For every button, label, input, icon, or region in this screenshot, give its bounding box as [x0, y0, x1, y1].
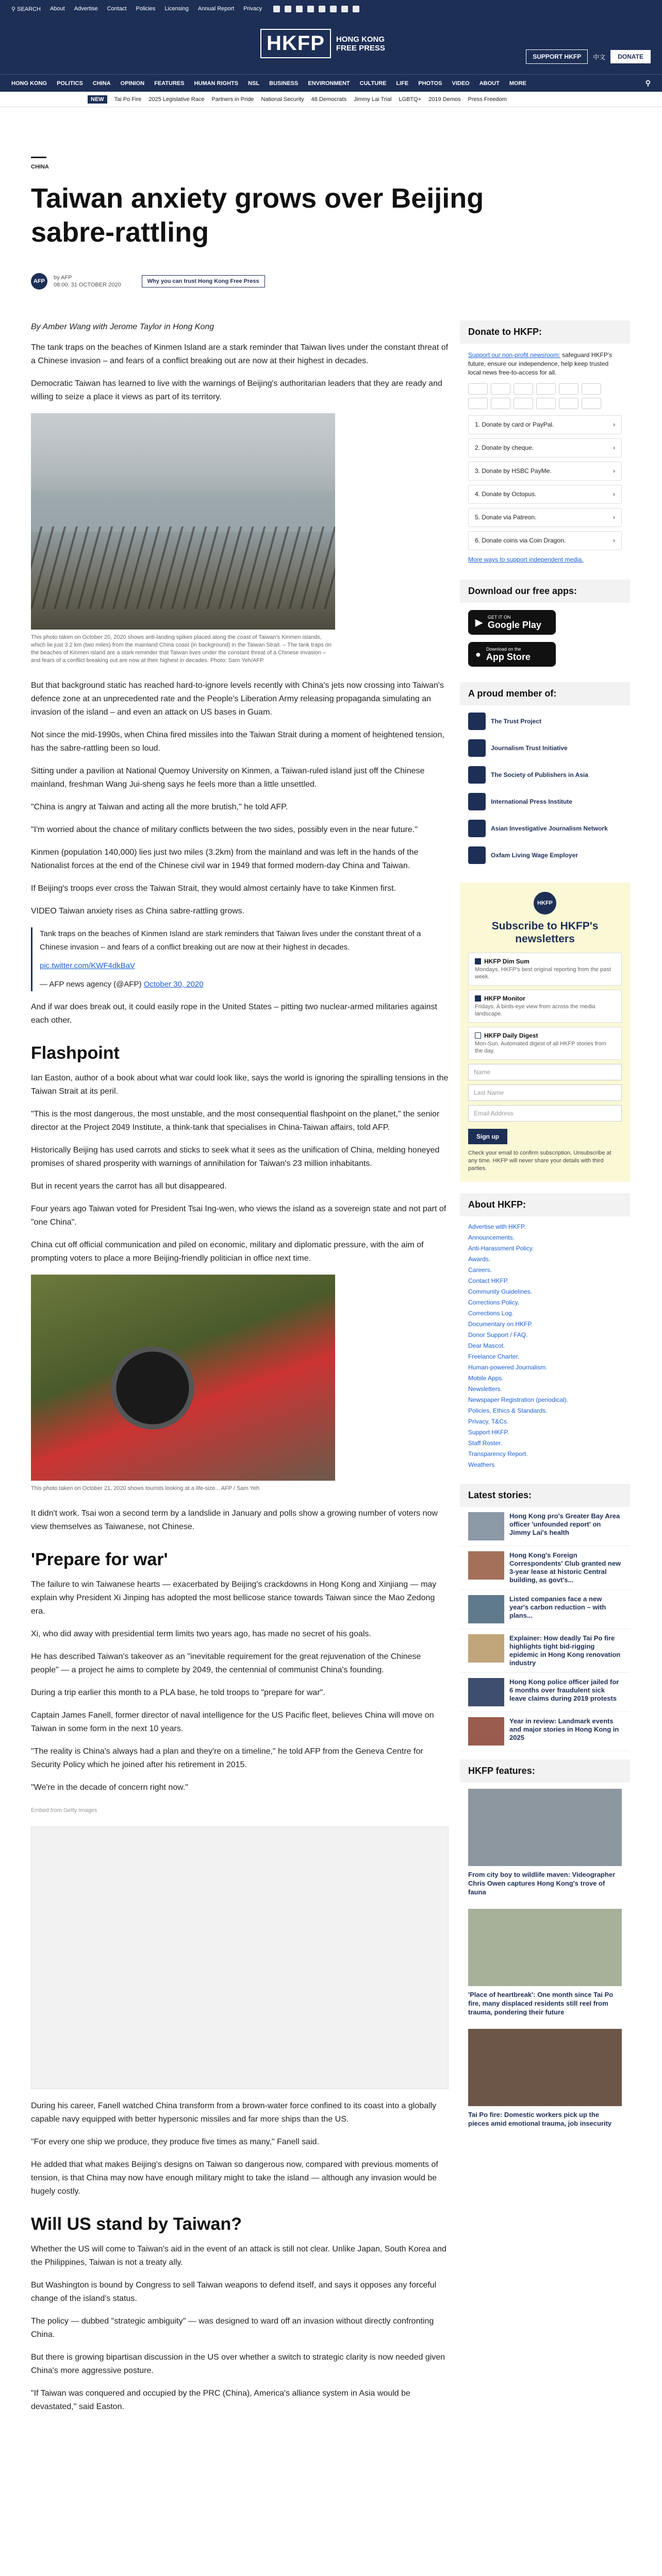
paragraph: During a trip earlier this month to a PLA base, he told troops to "prepare for war".: [31, 1688, 325, 1697]
donate-option[interactable]: 2. Donate by cheque. ›: [468, 438, 622, 457]
about-item[interactable]: Community Guidelines.: [468, 1288, 533, 1295]
payment-icons: [468, 383, 622, 409]
latest-thumb: [468, 1595, 504, 1623]
author-line: By Amber Wang with Jerome Taylor in Hong Kong: [31, 323, 214, 331]
nav-opinion[interactable]: OPINION: [120, 80, 145, 87]
jti-icon: [468, 739, 486, 757]
byline: [31, 273, 265, 290]
paragraph: VIDEO Taiwan anxiety rises as China sabre-rattling grows.: [31, 907, 245, 916]
paragraph: But there is growing bipartisan discussion in the US over whether a switch to strategic clarity is now needed given China's more aggressive posture.: [31, 2353, 445, 2375]
coin-icon: [582, 398, 601, 409]
feature-image: [468, 1789, 622, 1866]
category-rule: [31, 157, 46, 158]
feature-item[interactable]: From city boy to wildlife maven: Videographer Chris Owen captures Hong Kong's trove of fauna: [460, 1783, 630, 1903]
latest-list: [460, 1507, 630, 1751]
nav-about[interactable]: ABOUT: [479, 80, 500, 87]
app-badges: [460, 603, 630, 674]
kinmen-photo[interactable]: [31, 413, 335, 630]
about-item[interactable]: Careers.: [468, 1266, 492, 1274]
latest-item[interactable]: Hong Kong's Foreign Correspondents' Club granted new 3-year lease at historic Central building, as govt's...: [460, 1546, 630, 1590]
tweet-attribution: — AFP news agency (@AFP) October 30, 2020: [40, 980, 204, 989]
trust-link[interactable]: Why you can trust Hong Kong Free Press: [142, 275, 265, 287]
newsletter-option-dimsum[interactable]: HKFP Dim Sum Mondays. HKFP's best original reporting from the past week.: [468, 953, 622, 986]
octopus-icon: [582, 383, 601, 395]
member-ipi[interactable]: International Press Institute: [468, 793, 622, 810]
paragraph: Not since the mid-1990s, when China fired missiles into the Taiwan Strait during a moment of heightened tension, has the sabre-rattling been so loud.: [31, 731, 444, 753]
topbar-contact[interactable]: Contact: [107, 6, 127, 12]
paragraph: Sitting under a pavilion at National Quemoy University on Kinmen, a Taiwan-ruled island just off the Chinese mainland, freshman Wang Jui-sheng says he feels more than a little unsettled.: [31, 767, 425, 789]
feature-image: [468, 2029, 622, 2106]
paragraph: Democratic Taiwan has learned to live with the warnings of Beijing's authoritarian leaders that they are ready and willing to seize a place it views as part of its territory.: [31, 379, 442, 401]
patreon-icon: [514, 398, 533, 409]
tourists-photo[interactable]: [31, 1275, 335, 1481]
chevron-right-icon: ›: [613, 444, 615, 451]
newsletter-title: Subscribe to HKFP's newsletters: [491, 920, 599, 945]
tweet-date-link[interactable]: October 30, 2020: [143, 980, 204, 989]
latest-heading: Latest stories:: [460, 1484, 630, 1507]
paragraph: But in recent years the carrot has all but disappeared.: [31, 1182, 227, 1191]
subheading-us: Will US stand by Taiwan?: [31, 2214, 242, 2234]
apps-heading: Download our free apps:: [460, 580, 630, 603]
figure-tourists: [31, 1275, 335, 1497]
sopa-icon: [468, 766, 486, 784]
applepay-icon: [468, 398, 488, 409]
paragraph: "China is angry at Taiwan and acting all the more brutish," he told AFP.: [31, 803, 288, 811]
checkbox-checked[interactable]: [475, 995, 481, 1002]
about-item[interactable]: Anti-Harassment Policy.: [468, 1245, 534, 1252]
latest-thumb: [468, 1717, 504, 1745]
paragraph: "I'm worried about the chance of military conflicts between the two sides, possibly even in the near future.": [31, 825, 418, 834]
author-avatar: AFP: [31, 273, 47, 290]
support-button[interactable]: SUPPORT HKFP: [526, 49, 588, 64]
about-list: [460, 1216, 630, 1476]
checkbox-checked[interactable]: [475, 958, 481, 964]
logo-mark: HKFP: [260, 29, 331, 58]
latest-thumb: [468, 1551, 504, 1580]
about-item[interactable]: Privacy, T&Cs.: [468, 1418, 509, 1425]
trending-item[interactable]: 2025 Legislative Race: [148, 96, 205, 103]
mastercard-icon: [491, 383, 510, 395]
trending-item[interactable]: 48 Democrats: [311, 96, 347, 103]
newsletter-logo: HKFP: [534, 892, 556, 914]
nav-business[interactable]: BUSINESS: [269, 80, 299, 87]
features-list: [460, 1783, 630, 2134]
paragraph: Whether the US will come to Taiwan's aid in the event of an attack is still not clear. Unlike Japan, South Korea and the Philippines, Taiwan is not a treaty ally.: [31, 2245, 446, 2267]
paragraph: He has described Taiwan's takeover as an "inevitable requirement for the great rejuvenation of the Chinese people" — a project he aims to complete by 2049, the centennial of communist China's founding.: [31, 1652, 421, 1674]
about-item[interactable]: Corrections Policy.: [468, 1299, 520, 1306]
newsletter-option-monitor[interactable]: HKFP Monitor Fridays. A birds-eye view from across the media landscape.: [468, 990, 622, 1023]
member-aijn[interactable]: Asian Investigative Journalism Network: [468, 820, 622, 837]
trending-item[interactable]: National Security: [261, 96, 304, 103]
article-category[interactable]: CHINA: [31, 164, 49, 170]
feature-image: [468, 1909, 622, 1986]
new-badge: NEW: [88, 95, 107, 104]
paragraph: "We're in the decade of concern right now.": [31, 1783, 188, 1792]
paragraph: "For every one ship we produce, they produce five times as many," Fanell said.: [31, 2138, 319, 2146]
topbar-advertise[interactable]: Advertise: [74, 6, 98, 12]
nav-environment[interactable]: ENVIRONMENT: [308, 80, 350, 87]
member-trust-project[interactable]: The Trust Project: [468, 713, 622, 730]
paragraph: The tank traps on the beaches of Kinmen Island are a stark reminder that Taiwan lives under the constant threat of a Chinese invasion – and fears of a conflict breaking out are now at their highest in decades.: [31, 343, 449, 365]
byline-author[interactable]: by AFP: [54, 275, 72, 281]
visa-icon: [468, 383, 488, 395]
latest-thumb: [468, 1678, 504, 1706]
nav-politics[interactable]: POLITICS: [57, 80, 83, 87]
newsletter-note: Check your email to confirm subscription. Unsubscribe at any time. HKFP will never share your details with third parties.: [468, 1150, 611, 1172]
photo-caption: This photo taken on October 20, 2020 shows anti-landing spikes placed along the coast of Taiwan's Kinmen islands, which lie just 3.2 km (two miles) from the mainland China coast (in background) in the Taiwan Strait. – The tank traps on the beaches of Kinmen island are a stark reminder that Taiwan lives under the constant threat of a Chinese invasion – and fears of a conflict breaking out are now at their highest in decades. Photo: Sam Yeh/AFP.: [31, 634, 332, 664]
embedded-tweet: [31, 927, 449, 991]
feature-item[interactable]: Tai Po fire: Domestic workers pick up the pieces amid emotional trauma, job insecurity: [460, 2023, 630, 2134]
donate-block: Support our non-profit newsroom: safeguard HKFP's future, ensure our independence, help keep trusted local news free-to-access for all. 1. Donate by card or PayPal. › 2. Donate by cheque. › 3. Donate by HSBC PayMe. › 4. Donate by Octopus. › 5. Donate via Patreon. › 6. Donate coins via Coin Dragon. › More ways to support independent media.: [460, 344, 630, 571]
language-switch[interactable]: 中文: [593, 53, 606, 61]
about-item[interactable]: Announcements.: [468, 1234, 515, 1241]
aijn-icon: [468, 820, 486, 837]
donate-button[interactable]: DONATE: [610, 50, 651, 63]
figure-kinmen: [31, 413, 335, 669]
byline-meta: [54, 274, 121, 289]
nav-human-rights[interactable]: HUMAN RIGHTS: [194, 80, 239, 87]
about-item[interactable]: Support HKFP.: [468, 1429, 509, 1436]
logo-text: HONG KONG FREE PRESS: [336, 35, 385, 53]
tweet-pic-link[interactable]: pic.twitter.com/KWF4dkBaV: [40, 961, 136, 970]
paragraph: But that background static has reached hard-to-ignore levels recently with China's jets now crossing into Taiwan's defence zone at an unprecedented rate and the People's Liberation Army releasing propaganda simulating an invasion of the island – and even an attack on US bases in Guam.: [31, 681, 444, 717]
embedded-media-placeholder[interactable]: [31, 1826, 449, 2089]
ipi-icon: [468, 793, 486, 810]
app-store-badge[interactable]: ● Download on the App Store: [468, 642, 556, 667]
latest-item[interactable]: Listed companies face a new year's carbon reduction – with plans...: [460, 1590, 630, 1629]
latest-item[interactable]: Hong Kong police officer jailed for 6 months over fraudulent sick leave claims during 2019 protests: [460, 1673, 630, 1712]
latest-thumb: [468, 1512, 504, 1540]
about-heading: About HKFP:: [460, 1193, 630, 1216]
about-item[interactable]: Donor Support / FAQ.: [468, 1331, 528, 1338]
about-item[interactable]: Mobile Apps.: [468, 1375, 504, 1382]
donate-link[interactable]: Support our non-profit newsroom:: [468, 351, 560, 359]
subheading-prepare: 'Prepare for war': [31, 1550, 168, 1569]
newsletter-option-digest[interactable]: HKFP Daily Digest Mon-Sun. Automated digest of all HKFP stories from the day.: [468, 1027, 622, 1060]
trending-item[interactable]: Jimmy Lai Trial: [354, 96, 392, 103]
topbar-about[interactable]: About: [49, 6, 65, 12]
more-ways-link[interactable]: More ways to support independent media.: [468, 556, 584, 563]
chevron-right-icon: ›: [613, 490, 615, 498]
latest-item[interactable]: Explainer: How deadly Tai Po fire highlights tight bid-rigging epidemic in Hong Kong renovation industry: [460, 1629, 630, 1673]
photo-credit: AFP / Sam Yeh: [221, 1485, 260, 1492]
nav-features[interactable]: FEATURES: [154, 80, 185, 87]
paragraph: During his career, Fanell watched China transform from a brown-water force confined to its coast into a globally capable navy equipped with better hypersonic missiles and far more ships than the US.: [31, 2102, 437, 2124]
article-title: Taiwan anxiety grows over Beijing sabre-rattling: [31, 183, 484, 248]
latest-item[interactable]: Hong Kong pro's Greater Bay Area officer 'unfounded report' on Jimmy Lai's health: [460, 1507, 630, 1546]
about-item[interactable]: Corrections Log.: [468, 1310, 514, 1317]
topbar-policies[interactable]: Policies: [136, 6, 156, 12]
chevron-right-icon: ›: [613, 537, 615, 544]
search-icon[interactable]: ⚲: [645, 79, 651, 87]
about-item[interactable]: Newspaper Registration (periodical).: [468, 1396, 569, 1403]
chevron-right-icon: ›: [613, 467, 615, 474]
tweet-text: Tank traps on the beaches of Kinmen Island are stark reminders that Taiwan lives under the constant threat of a Chinese invasion – and fears of a conflict breaking out are now at their highest in decades.: [40, 929, 421, 952]
trending-item[interactable]: Press Freedom: [468, 96, 507, 103]
about-item[interactable]: Weathers: [468, 1461, 495, 1468]
member-jti[interactable]: Journalism Trust Initiative: [468, 739, 622, 757]
paragraph: "The reality is China's always had a plan and they're on a timeline," he told AFP from the Geneva Centre for Security Policy which he joined after his retirement in 2015.: [31, 1747, 423, 1769]
about-item[interactable]: Contact HKFP.: [468, 1277, 509, 1284]
paragraph: But Washington is bound by Congress to sell Taiwan weapons to defend itself, and says it opposes any forceful change of the island's status.: [31, 2281, 437, 2303]
topbar-licensing[interactable]: Licensing: [164, 6, 189, 12]
chevron-right-icon: ›: [613, 514, 615, 521]
photo-caption: This photo taken on October 21, 2020 shows tourists looking at a life-size... AFP / Sam Yeh: [31, 1485, 260, 1492]
nav-video[interactable]: VIDEO: [452, 80, 470, 87]
apple-icon: ●: [475, 649, 481, 659]
checkbox-unchecked[interactable]: [475, 1032, 481, 1039]
member-list: [460, 705, 630, 871]
nav-photos[interactable]: PHOTOS: [418, 80, 442, 87]
amex-icon: [514, 383, 533, 395]
paragraph: Four years ago Taiwan voted for President Tsai Ing-wen, who views the island as a sovereign state and not part of "one China".: [31, 1205, 446, 1227]
nav-life[interactable]: LIFE: [396, 80, 409, 87]
member-sopa[interactable]: The Society of Publishers in Asia: [468, 766, 622, 784]
search-link[interactable]: ⚲ SEARCH: [11, 6, 41, 12]
paragraph: Xi, who did away with presidential term limits two years ago, has made no secret of his goals.: [31, 1630, 371, 1638]
trending-item[interactable]: LGBTQ+: [399, 96, 422, 103]
byline-date: 08:00, 31 OCTOBER 2020: [54, 282, 121, 288]
google-play-badge[interactable]: ▶ GET IT ON Google Play: [468, 610, 556, 635]
nav-hong-kong[interactable]: HONG KONG: [11, 80, 47, 87]
paragraph: "This is the most dangerous, the most unstable, and the most consequential flashpoint on the planet," the senior director at the Project 2049 Institute, a think-tank that specialises in China-Taiwan affairs, told AFP.: [31, 1110, 440, 1132]
about-item[interactable]: Awards.: [468, 1256, 491, 1263]
paragraph: The policy — dubbed "strategic ambiguity" — was designed to ward off an invasion without directly confronting China.: [31, 2317, 434, 2339]
paragraph: It didn't work. Tsai won a second term by a landslide in January and polls show a growing number of voters now view themselves as Taiwanese, not Chinese.: [31, 1509, 438, 1531]
paragraph: If Beijing's troops ever cross the Taiwan Strait, they would almost certainly have to take Kinmen first.: [31, 884, 396, 893]
embed-note: Embed from Getty Images: [31, 1807, 97, 1814]
oxfam-icon: [468, 846, 486, 864]
paragraph: He added that what makes Beijing's designs on Taiwan so dangerous now, compared with previous moments of tension, is that China may now have enough military might to take the island — although any invasion would be hugely costly.: [31, 2160, 438, 2196]
signup-button[interactable]: Sign up: [468, 1129, 507, 1144]
paragraph: China cut off official communication and piled on economic, military and diplomatic pressure, with the aim of prompting voters to place a more Beijing-friendly politician in office next time.: [31, 1241, 424, 1263]
about-item[interactable]: Newsletters.: [468, 1385, 503, 1393]
trust-project-icon: [468, 713, 486, 730]
article-body: [31, 320, 449, 2423]
name-field[interactable]: Name: [468, 1064, 622, 1080]
trending-item[interactable]: Partners in Pride: [211, 96, 254, 103]
donate-option[interactable]: 4. Donate by Octopus. ›: [468, 485, 622, 504]
nav-nsl[interactable]: NSL: [248, 80, 260, 87]
latest-item[interactable]: Year in review: Landmark events and major stories in Hong Kong in 2025: [460, 1712, 630, 1751]
email-field[interactable]: Email Address: [468, 1105, 622, 1122]
topbar-annual-report[interactable]: Annual Report: [197, 6, 235, 12]
paragraph: And if war does break out, it could easily rope in the United States – pitting two nuclear-armed militaries against each other.: [31, 1003, 437, 1025]
paragraph: Ian Easton, author of a book about what war could look like, says the world is ignoring the spiralling tensions in the Taiwan Strait at its peril.: [31, 1074, 449, 1096]
tweet-link: [40, 959, 449, 973]
latest-thumb: [468, 1634, 504, 1663]
unionpay-icon: [536, 398, 556, 409]
subheading-flashpoint: Flashpoint: [31, 1043, 120, 1063]
donate-option[interactable]: 5. Donate via Patreon. ›: [468, 508, 622, 527]
paypal-icon: [536, 383, 556, 395]
nav-more[interactable]: MORE: [509, 80, 526, 87]
donate-heading: Donate to HKFP:: [460, 320, 630, 344]
donate-option[interactable]: 3. Donate by HSBC PayMe. ›: [468, 462, 622, 481]
newsletter-box: [460, 883, 630, 1182]
member-heading: A proud member of:: [460, 682, 630, 705]
about-item[interactable]: Documentary on HKFP.: [468, 1320, 533, 1328]
about-item[interactable]: Advertise with HKFP.: [468, 1223, 526, 1230]
last-name-field[interactable]: Last Name: [468, 1084, 622, 1101]
nav-culture[interactable]: CULTURE: [359, 80, 387, 87]
nav-china[interactable]: CHINA: [92, 80, 111, 87]
about-item[interactable]: Freelance Charter.: [468, 1353, 520, 1360]
about-item[interactable]: Dear Mascot.: [468, 1342, 505, 1349]
paragraph: The failure to win Taiwanese hearts — exacerbated by Beijing's crackdowns in Hong Kong and Xinjiang — may explain why President Xi Jinping has adopted the most bellicose stance towards Taiwan since the Mao Zedong era.: [31, 1580, 437, 1616]
about-item[interactable]: Human-powered Journalism.: [468, 1364, 548, 1371]
donate-option[interactable]: 1. Donate by card or PayPal. ›: [468, 415, 622, 434]
about-item[interactable]: Staff Roster.: [468, 1439, 502, 1447]
paragraph: Captain James Fanell, former director of naval intelligence for the US Pacific fleet, believes China will move on Taiwan in some form in the next 10 years.: [31, 1711, 434, 1733]
chevron-right-icon: ›: [613, 421, 615, 428]
feature-item[interactable]: 'Place of heartbreak': One month since Tai Po fire, many displaced residents still reel from trauma, pondering their future: [460, 1903, 630, 2023]
paragraph: Kinmen (population 140,000) lies just two miles (3.2km) from the mainland and was left in the hands of the Nationalist forces at the end of the Chinese civil war in 1949 that formed modern-day China and Taiwan.: [31, 848, 419, 870]
googlepay-icon: [491, 398, 510, 409]
donate-option[interactable]: 6. Donate coins via Coin Dragon. ›: [468, 531, 622, 550]
topbar-privacy[interactable]: Privacy: [243, 6, 262, 12]
paragraph: Historically Beijing has used carrots and sticks to seek what it sees as the unification of China, melding honeyed promises of shared prosperity with warnings of annihilation for Taiwan's 23 million inhabitants.: [31, 1146, 440, 1168]
trending-item[interactable]: Tai Po Fire: [114, 96, 142, 103]
about-item[interactable]: Transparency Report.: [468, 1450, 528, 1458]
payme-icon: [559, 383, 578, 395]
trending-item[interactable]: 2019 Demos: [428, 96, 461, 103]
about-item[interactable]: Policies, Ethics & Standards.: [468, 1407, 548, 1414]
features-heading: HKFP features:: [460, 1759, 630, 1783]
paragraph: "If Taiwan was conquered and occupied by the PRC (China), America's alliance system in Asia would be devastated," said Easton.: [31, 2389, 410, 2411]
member-oxfam[interactable]: Oxfam Living Wage Employer: [468, 846, 622, 864]
sidebar: [460, 320, 630, 2134]
google-play-icon: ▶: [475, 617, 483, 628]
cheque-icon: [559, 398, 578, 409]
